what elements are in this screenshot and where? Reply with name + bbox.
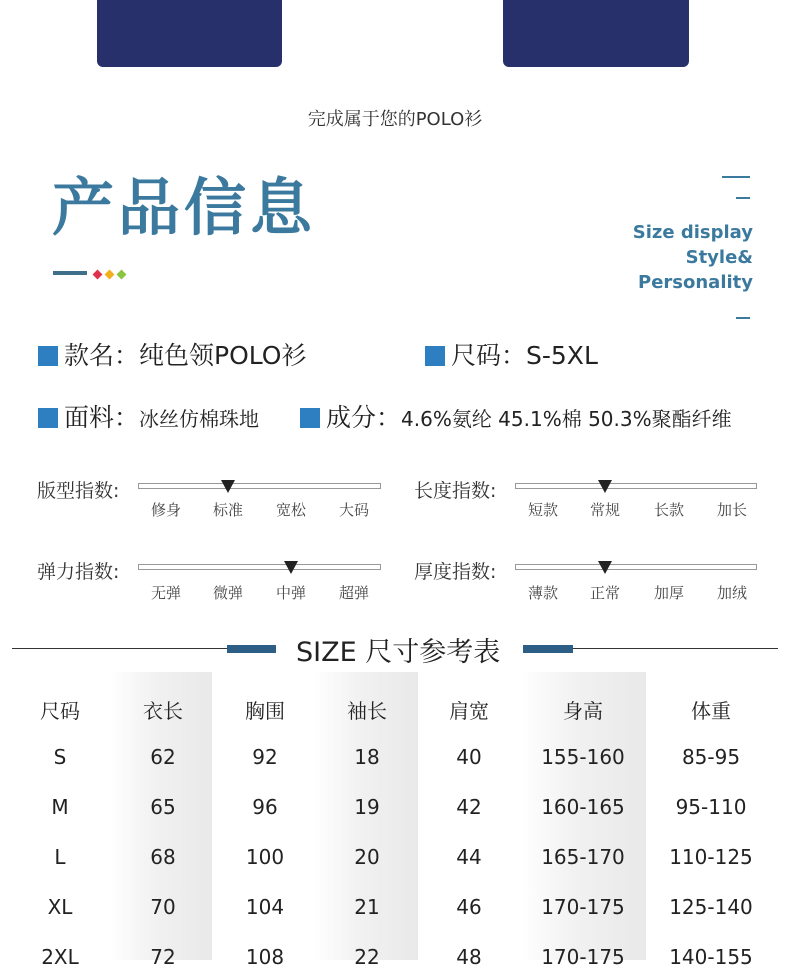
index-tick: 薄款 bbox=[527, 584, 558, 602]
index-track bbox=[138, 564, 381, 570]
table-header-cell: 肩宽 bbox=[449, 699, 489, 723]
info-fabric bbox=[38, 398, 259, 434]
square-bullet-icon bbox=[38, 408, 58, 428]
side-caption-line: Style& bbox=[685, 247, 753, 268]
index-tick: 加厚 bbox=[653, 584, 684, 602]
title-underline bbox=[53, 271, 87, 275]
tagline: 完成属于您的POLO衫 bbox=[307, 109, 483, 130]
table-cell: 160-165 bbox=[541, 795, 625, 819]
divider-block bbox=[523, 645, 573, 653]
table-cell: 48 bbox=[456, 945, 482, 969]
index-tick: 标准 bbox=[212, 501, 243, 519]
section-title: 产品信息 bbox=[52, 171, 317, 244]
table-cell: 170-175 bbox=[541, 895, 625, 919]
divider bbox=[12, 648, 227, 649]
yellow-diamond-icon bbox=[105, 270, 115, 280]
index-marker-icon bbox=[221, 480, 235, 493]
table-cell: 46 bbox=[456, 895, 482, 919]
table-cell: 85-95 bbox=[681, 745, 741, 769]
table-cell: 62 bbox=[150, 745, 176, 769]
table-cell: 44 bbox=[456, 845, 482, 869]
table-cell: 165-170 bbox=[541, 845, 625, 869]
table-cell: 125-140 bbox=[669, 895, 753, 919]
decor-line bbox=[722, 176, 750, 178]
divider bbox=[573, 648, 778, 649]
table-header-cell: 身高 bbox=[563, 699, 603, 723]
table-cell: 96 bbox=[252, 795, 278, 819]
table-header-cell: 体重 bbox=[691, 699, 731, 723]
red-diamond-icon bbox=[93, 270, 103, 280]
info-composition bbox=[300, 398, 732, 434]
table-cell: 70 bbox=[150, 895, 176, 919]
index-tick: 微弹 bbox=[212, 584, 243, 602]
info-size bbox=[425, 336, 598, 372]
index-track bbox=[138, 483, 381, 489]
table-cell: 72 bbox=[150, 945, 176, 969]
table-cell: 140-155 bbox=[669, 945, 753, 969]
table-cell: 42 bbox=[456, 795, 482, 819]
index-tick: 长款 bbox=[653, 501, 684, 519]
divider-block bbox=[227, 645, 276, 653]
table-cell: 40 bbox=[456, 745, 482, 769]
table-cell: 19 bbox=[354, 795, 380, 819]
info-label: 款名： bbox=[64, 341, 140, 370]
table-header-cell: 尺码 bbox=[40, 699, 80, 723]
info-value: 4.6%氨纶 45.1%棉 50.3%聚酯纤维 bbox=[401, 407, 732, 431]
decor-line bbox=[736, 317, 750, 319]
table-cell: 21 bbox=[354, 895, 380, 919]
shirt-image-right bbox=[503, 0, 689, 67]
side-caption bbox=[633, 220, 753, 295]
table-cell: 155-160 bbox=[541, 745, 625, 769]
index-tick: 加长 bbox=[716, 501, 747, 519]
table-cell: S bbox=[53, 745, 67, 769]
square-bullet-icon bbox=[38, 346, 58, 366]
index-tick: 无弹 bbox=[150, 584, 181, 602]
table-cell: 108 bbox=[245, 945, 285, 969]
square-bullet-icon bbox=[300, 408, 320, 428]
index-tick: 超弹 bbox=[338, 584, 369, 602]
table-cell: 20 bbox=[354, 845, 380, 869]
table-cell: 100 bbox=[245, 845, 285, 869]
index-tick: 中弹 bbox=[275, 584, 306, 602]
index-marker-icon bbox=[284, 561, 298, 574]
table-header-cell: 衣长 bbox=[143, 699, 183, 723]
table-cell: 92 bbox=[252, 745, 278, 769]
size-table-title: SIZE 尺寸参考表 bbox=[296, 637, 501, 668]
table-header-cell: 袖长 bbox=[347, 699, 387, 723]
table-cell: M bbox=[51, 795, 69, 819]
decor-line bbox=[736, 197, 750, 199]
table-header-cell: 胸围 bbox=[245, 699, 285, 723]
index-tick: 常规 bbox=[589, 501, 620, 519]
info-label: 成分： bbox=[326, 403, 402, 432]
info-label: 面料： bbox=[64, 403, 140, 432]
index-tick: 正常 bbox=[589, 584, 620, 602]
index-label: 版型指数: bbox=[37, 480, 120, 502]
index-marker-icon bbox=[598, 480, 612, 493]
green-diamond-icon bbox=[117, 270, 127, 280]
info-value: 纯色领POLO衫 bbox=[139, 341, 307, 370]
table-cell: 2XL bbox=[41, 945, 79, 969]
table-cell: 170-175 bbox=[541, 945, 625, 969]
table-cell: 104 bbox=[245, 895, 285, 919]
table-cell: L bbox=[54, 845, 66, 869]
index-tick: 大码 bbox=[338, 501, 369, 519]
info-name bbox=[38, 336, 306, 372]
index-tick: 加绒 bbox=[716, 584, 747, 602]
info-value: 冰丝仿棉珠地 bbox=[139, 407, 260, 431]
index-label: 长度指数: bbox=[414, 480, 497, 502]
square-bullet-icon bbox=[425, 346, 445, 366]
table-cell: XL bbox=[47, 895, 73, 919]
info-label: 尺码： bbox=[451, 341, 527, 370]
table-cell: 110-125 bbox=[669, 845, 753, 869]
index-tick: 修身 bbox=[150, 501, 181, 519]
shirt-image-left bbox=[97, 0, 282, 67]
table-cell: 95-110 bbox=[675, 795, 747, 819]
index-tick: 宽松 bbox=[275, 501, 306, 519]
index-track bbox=[515, 564, 757, 570]
table-cell: 68 bbox=[150, 845, 176, 869]
table-cell: 65 bbox=[150, 795, 176, 819]
index-track bbox=[515, 483, 757, 489]
index-label: 厚度指数: bbox=[414, 561, 497, 583]
index-marker-icon bbox=[598, 561, 612, 574]
table-cell: 18 bbox=[354, 745, 380, 769]
side-caption-line: Size display bbox=[632, 222, 753, 243]
info-value: S-5XL bbox=[526, 341, 598, 370]
index-label: 弹力指数: bbox=[37, 561, 120, 583]
index-tick: 短款 bbox=[527, 501, 558, 519]
table-cell: 22 bbox=[354, 945, 380, 969]
side-caption-line: Personality bbox=[638, 272, 753, 293]
